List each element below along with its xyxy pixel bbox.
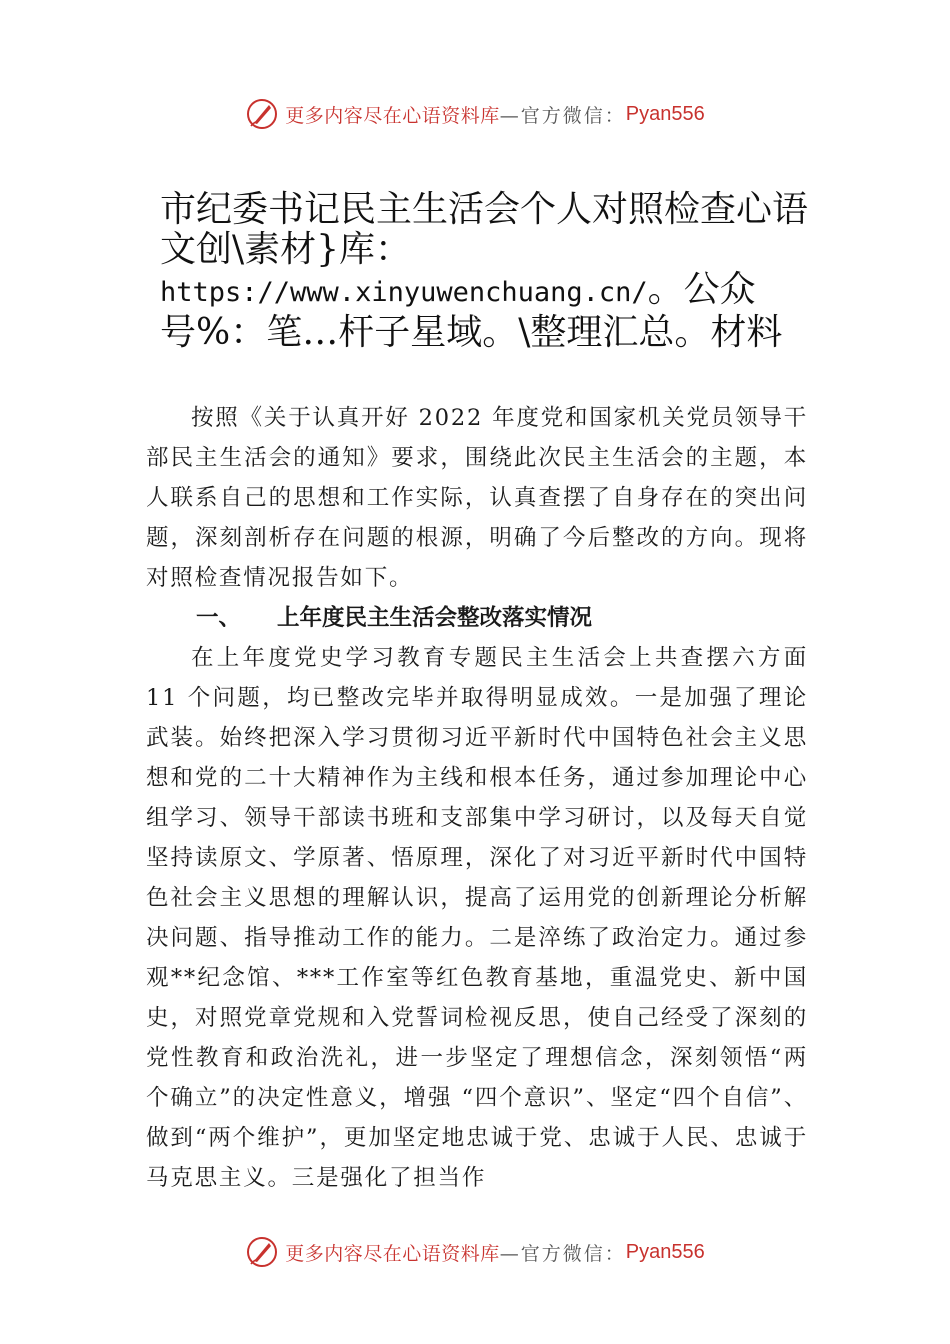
intro-paragraph: 按照《关于认真开好 2022 年度党和国家机关党员领导干部民主生活会的通知》要求，围绕此次民主生活会的主题，本人联系自己的思想和工作实际，认真查摆了自身存在的突出问题，深刻剖析存在问题的根源，明确了今后整改的方向。现将对照检查情况报告如下。	[146, 405, 808, 591]
quill-pen-logo	[245, 97, 279, 131]
section-number: 一、	[196, 605, 242, 630]
title-part-3: 。公众号%：笔…杆子星域。\整理汇总。材料	[160, 269, 783, 353]
title-part-1: 市纪委书记民主生活会个人对照检查心语文创\素材}库：	[160, 189, 809, 270]
section-body-paragraph: 在上年度党史学习教育专题民主生活会上共查摆六方面 11 个问题，均已整改完毕并取得明显成效。一是加强了理论武装。始终把深入学习贯彻习近平新时代中国特色社会主义思想和党的二十大精神作为主线和根本任务，通过参加理论中心组学习、领导干部读书班和支部集中学习研讨，以及每天自觉坚持读原文、学原著、悟原理，深化了对习近平新时代中国特色社会主义思想的理解认识，提高了运用党的创新理论分析解决问题、指导推动工作的能力。二是淬练了政治定力。通过参观**纪念馆、***工作室等红色教育基地，重温党史、新中国史，对照党章党规和入党誓词检视反思，使自己经受了深刻的党性教育和政治洗礼，进一步坚定了理想信念，深刻领悟“两个确立”的决定性意义，增强 “四个意识”、坚定“四个自信”、做到“两个维护”，更加坚定地忠诚于党、忠诚于人民、忠诚于马克思主义。三是强化了担当作	[146, 645, 808, 1191]
quill-pen-logo	[245, 1235, 279, 1269]
document-body	[146, 398, 808, 1198]
footer-banner-text-main: 更多内容尽在心语资料库	[285, 1242, 500, 1265]
banner-text-wechat-label: —官方微信：	[499, 104, 626, 127]
section-heading	[146, 598, 808, 638]
footer-banner-wechat-id: Pyan556	[625, 1240, 705, 1263]
banner-text-main: 更多内容尽在心语资料库	[285, 104, 500, 127]
title-url: https://www.xinyuwenchuang.cn/	[160, 277, 648, 308]
section-heading-text: 上年度民主生活会整改落实情况	[277, 605, 593, 630]
footer-banner-text-wechat-label: —官方微信：	[499, 1242, 626, 1265]
footer-banner	[0, 1232, 950, 1272]
banner-wechat-id: Pyan556	[625, 102, 705, 125]
header-banner	[0, 94, 950, 134]
document-title	[160, 190, 840, 353]
